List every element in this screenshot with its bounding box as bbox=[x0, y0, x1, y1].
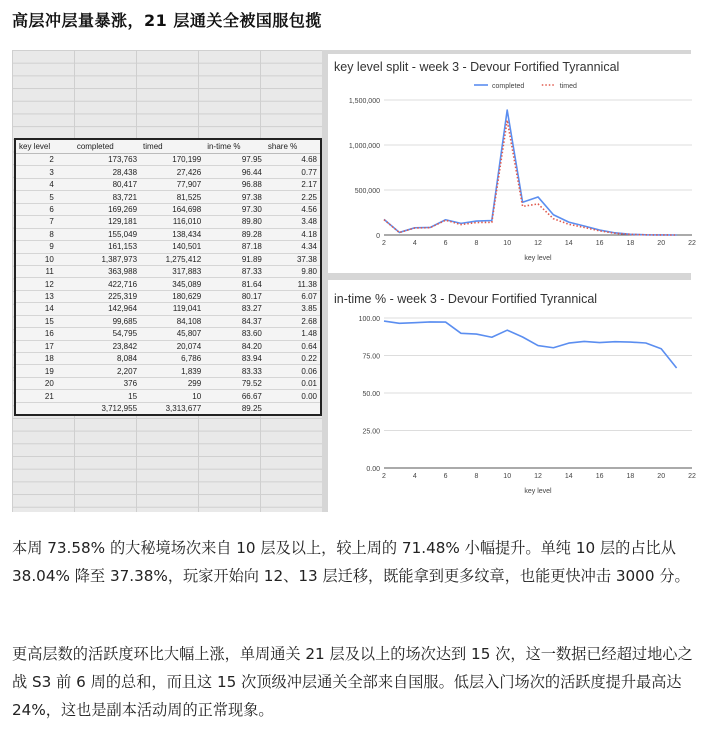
legend-label: timed bbox=[559, 83, 577, 90]
table-cell: 169,269 bbox=[74, 203, 140, 215]
table-cell: 422,716 bbox=[74, 278, 140, 290]
paragraph: 本周 73.58% 的大秘境场次来自 10 层及以上，较上周的 71.48% 小幅提升。单纯 10 层的占比从 38.04% 降至 37.38%，玩家开始向 12、13 层迁移，既能拿到更多纹章，也能更快冲击 3000 分。 bbox=[12, 539, 690, 585]
table-cell: 80,417 bbox=[74, 178, 140, 190]
x-tick-label: 4 bbox=[412, 240, 417, 247]
table-cell: 180,629 bbox=[140, 290, 204, 302]
table-cell: 83.33 bbox=[204, 365, 265, 377]
table-cell: 170,199 bbox=[140, 154, 204, 166]
table-cell: 91.89 bbox=[204, 253, 265, 265]
table-cell: 66.67 bbox=[204, 390, 265, 402]
chart-svg bbox=[328, 280, 696, 512]
table-cell: 97.38 bbox=[204, 191, 265, 203]
table-cell: 79.52 bbox=[204, 377, 265, 389]
embedded-screenshot bbox=[12, 50, 696, 512]
table-cell: 12 bbox=[15, 278, 74, 290]
table-cell: 345,089 bbox=[140, 278, 204, 290]
table-cell: 1,275,412 bbox=[140, 253, 204, 265]
table-cell: 11 bbox=[15, 265, 74, 277]
table-cell: 225,319 bbox=[74, 290, 140, 302]
table-cell: 18 bbox=[15, 353, 74, 365]
x-tick-label: 16 bbox=[595, 473, 604, 480]
x-tick-label: 22 bbox=[688, 240, 696, 247]
x-tick-label: 8 bbox=[474, 473, 479, 480]
y-tick-label: 25.00 bbox=[362, 428, 380, 436]
x-axis-label: key level bbox=[524, 488, 552, 495]
y-tick-label: 0 bbox=[376, 233, 380, 240]
table-row bbox=[15, 290, 321, 302]
table-cell: 11.38 bbox=[265, 278, 321, 290]
table-cell: 14 bbox=[15, 303, 74, 315]
x-axis-label: key level bbox=[524, 255, 552, 262]
table-cell: 89.80 bbox=[204, 216, 265, 228]
chart-in-time-percent bbox=[328, 280, 696, 512]
column-header: in-time % bbox=[204, 139, 265, 154]
table-row bbox=[15, 377, 321, 389]
table-header-row bbox=[15, 139, 321, 154]
column-header: key level bbox=[15, 139, 74, 154]
table-row bbox=[15, 278, 321, 290]
table-cell: 4.34 bbox=[265, 241, 321, 253]
x-tick-label: 6 bbox=[443, 473, 448, 480]
table-row bbox=[15, 203, 321, 215]
table-cell: 96.44 bbox=[204, 166, 265, 178]
table-cell: 54,795 bbox=[74, 328, 140, 340]
series-line bbox=[384, 120, 677, 235]
table-cell: 15 bbox=[74, 390, 140, 402]
table-cell: 4.18 bbox=[265, 228, 321, 240]
table-cell: 8,084 bbox=[74, 353, 140, 365]
table-cell: 13 bbox=[15, 290, 74, 302]
table-cell: 99,685 bbox=[74, 315, 140, 327]
table-cell: 0.77 bbox=[265, 166, 321, 178]
table-cell: 28,438 bbox=[74, 166, 140, 178]
table-cell: 3.85 bbox=[265, 303, 321, 315]
spreadsheet bbox=[12, 50, 322, 512]
y-tick-label: 1,500,000 bbox=[348, 98, 380, 105]
table-cell: 83.27 bbox=[204, 303, 265, 315]
table-cell: 4.56 bbox=[265, 203, 321, 215]
table-cell bbox=[15, 402, 74, 415]
table-cell: 37.38 bbox=[265, 253, 321, 265]
table-row bbox=[15, 253, 321, 265]
table-cell: 9 bbox=[15, 241, 74, 253]
table-cell: 77,907 bbox=[140, 178, 204, 190]
table-row bbox=[15, 154, 321, 166]
table-cell: 363,988 bbox=[74, 265, 140, 277]
table-cell: 1.48 bbox=[265, 328, 321, 340]
table-cell: 3,313,677 bbox=[140, 402, 204, 415]
table-cell: 2.68 bbox=[265, 315, 321, 327]
table-cell: 96.88 bbox=[204, 178, 265, 190]
table-row bbox=[15, 365, 321, 377]
table-cell: 81,525 bbox=[140, 191, 204, 203]
table-cell: 17 bbox=[15, 340, 74, 352]
x-tick-label: 6 bbox=[443, 240, 448, 247]
table-cell: 164,698 bbox=[140, 203, 204, 215]
table-cell: 116,010 bbox=[140, 216, 204, 228]
table-cell: 6.07 bbox=[265, 290, 321, 302]
table-row bbox=[15, 328, 321, 340]
x-tick-label: 16 bbox=[595, 240, 604, 247]
chart-title: key level split - week 3 - Devour Fortified Tyrannical bbox=[334, 60, 620, 74]
table-row bbox=[15, 390, 321, 402]
table-cell: 16 bbox=[15, 328, 74, 340]
table-row bbox=[15, 315, 321, 327]
table-row bbox=[15, 166, 321, 178]
table-cell: 140,501 bbox=[140, 241, 204, 253]
table-cell: 6,786 bbox=[140, 353, 204, 365]
table-cell: 23,842 bbox=[74, 340, 140, 352]
legend-label: completed bbox=[492, 83, 525, 90]
table-cell: 0.00 bbox=[265, 390, 321, 402]
table-cell: 83.60 bbox=[204, 328, 265, 340]
table-cell: 3 bbox=[15, 166, 74, 178]
table-cell: 84.20 bbox=[204, 340, 265, 352]
table-cell: 27,426 bbox=[140, 166, 204, 178]
table-cell: 83,721 bbox=[74, 191, 140, 203]
paragraph: 更高层数的活跃度环比大幅上涨，单周通关 21 层及以上的场次达到 15 次，这一数据已经超过地心之战 S3 前 6 周的总和，而且这 15 次顶级冲层通关全部来自国服。低层入门场次的活跃度提升最高达 24%，这也是副本活动周的正常现象。 bbox=[12, 645, 693, 719]
column-header: completed bbox=[74, 139, 140, 154]
table-cell: 129,181 bbox=[74, 216, 140, 228]
x-tick-label: 12 bbox=[534, 240, 542, 247]
table-cell: 89.25 bbox=[204, 402, 265, 415]
table-cell: 87.18 bbox=[204, 241, 265, 253]
table-row bbox=[15, 241, 321, 253]
table-cell: 2 bbox=[15, 154, 74, 166]
table-cell: 299 bbox=[140, 377, 204, 389]
table-cell: 4.68 bbox=[265, 154, 321, 166]
table-cell: 20 bbox=[15, 377, 74, 389]
table-cell: 9.80 bbox=[265, 265, 321, 277]
y-tick-label: 1,000,000 bbox=[348, 143, 380, 150]
chart-title: in-time % - week 3 - Devour Fortified Tyrannical bbox=[334, 292, 598, 306]
table-row bbox=[15, 402, 321, 415]
table-cell: 80.17 bbox=[204, 290, 265, 302]
table-cell: 317,883 bbox=[140, 265, 204, 277]
chart-key-level-split bbox=[328, 54, 696, 273]
table-row bbox=[15, 353, 321, 365]
table-cell: 84,108 bbox=[140, 315, 204, 327]
chart-svg bbox=[328, 54, 696, 273]
article-headline: 高层冲层量暴涨，21 层通关全被国服包揽 bbox=[12, 11, 322, 30]
table-cell: 2,207 bbox=[74, 365, 140, 377]
table-cell: 15 bbox=[15, 315, 74, 327]
table-cell: 2.25 bbox=[265, 191, 321, 203]
series-line bbox=[384, 321, 677, 368]
table-cell: 1,387,973 bbox=[74, 253, 140, 265]
y-tick-label: 75.00 bbox=[362, 353, 380, 361]
table-cell: 1,839 bbox=[140, 365, 204, 377]
table-cell: 0.01 bbox=[265, 377, 321, 389]
table-row bbox=[15, 265, 321, 277]
y-tick-label: 0.00 bbox=[366, 466, 380, 473]
x-tick-label: 2 bbox=[382, 240, 386, 247]
data-table bbox=[14, 138, 322, 416]
table-cell: 8 bbox=[15, 228, 74, 240]
x-tick-label: 10 bbox=[503, 240, 512, 247]
table-cell: 2.17 bbox=[265, 178, 321, 190]
table-cell: 0.22 bbox=[265, 353, 321, 365]
table-cell: 4 bbox=[15, 178, 74, 190]
x-tick-label: 10 bbox=[503, 473, 512, 480]
table-cell: 97.95 bbox=[204, 154, 265, 166]
table-cell: 138,434 bbox=[140, 228, 204, 240]
table-cell: 155,049 bbox=[74, 228, 140, 240]
table-row bbox=[15, 191, 321, 203]
x-tick-label: 4 bbox=[412, 473, 417, 480]
table-cell: 83.94 bbox=[204, 353, 265, 365]
table-cell: 89.28 bbox=[204, 228, 265, 240]
table-cell: 3.48 bbox=[265, 216, 321, 228]
table-row bbox=[15, 216, 321, 228]
table-cell bbox=[265, 402, 321, 415]
table-row bbox=[15, 228, 321, 240]
table-cell: 6 bbox=[15, 203, 74, 215]
x-tick-label: 12 bbox=[534, 473, 542, 480]
x-tick-label: 22 bbox=[688, 473, 696, 480]
table-cell: 119,041 bbox=[140, 303, 204, 315]
x-tick-label: 8 bbox=[474, 240, 479, 247]
table-row bbox=[15, 340, 321, 352]
table-cell: 19 bbox=[15, 365, 74, 377]
table-body bbox=[15, 154, 321, 416]
x-tick-label: 18 bbox=[626, 473, 635, 480]
table-cell: 10 bbox=[15, 253, 74, 265]
table-cell: 5 bbox=[15, 191, 74, 203]
x-tick-label: 18 bbox=[626, 240, 635, 247]
table-cell: 7 bbox=[15, 216, 74, 228]
table-cell: 173,763 bbox=[74, 154, 140, 166]
table-cell: 3,712,955 bbox=[74, 402, 140, 415]
x-tick-label: 2 bbox=[382, 473, 386, 480]
table-cell: 20,074 bbox=[140, 340, 204, 352]
table-row bbox=[15, 178, 321, 190]
column-header: timed bbox=[140, 139, 204, 154]
y-tick-label: 500,000 bbox=[354, 188, 380, 195]
table-cell: 0.06 bbox=[265, 365, 321, 377]
table-cell: 81.64 bbox=[204, 278, 265, 290]
table-cell: 21 bbox=[15, 390, 74, 402]
column-header: share % bbox=[265, 139, 321, 154]
table-cell: 142,964 bbox=[74, 303, 140, 315]
table-cell: 0.64 bbox=[265, 340, 321, 352]
table-cell: 376 bbox=[74, 377, 140, 389]
table-cell: 45,807 bbox=[140, 328, 204, 340]
table-cell: 161,153 bbox=[74, 241, 140, 253]
x-tick-label: 20 bbox=[657, 240, 666, 247]
series-line bbox=[384, 110, 677, 235]
table-cell: 10 bbox=[140, 390, 204, 402]
x-tick-label: 14 bbox=[564, 473, 573, 480]
y-tick-label: 100.00 bbox=[358, 316, 380, 323]
table-cell: 87.33 bbox=[204, 265, 265, 277]
x-tick-label: 20 bbox=[657, 473, 666, 480]
table-row bbox=[15, 303, 321, 315]
x-tick-label: 14 bbox=[564, 240, 573, 247]
y-tick-label: 50.00 bbox=[362, 391, 380, 398]
table-cell: 84.37 bbox=[204, 315, 265, 327]
table-cell: 97.30 bbox=[204, 203, 265, 215]
